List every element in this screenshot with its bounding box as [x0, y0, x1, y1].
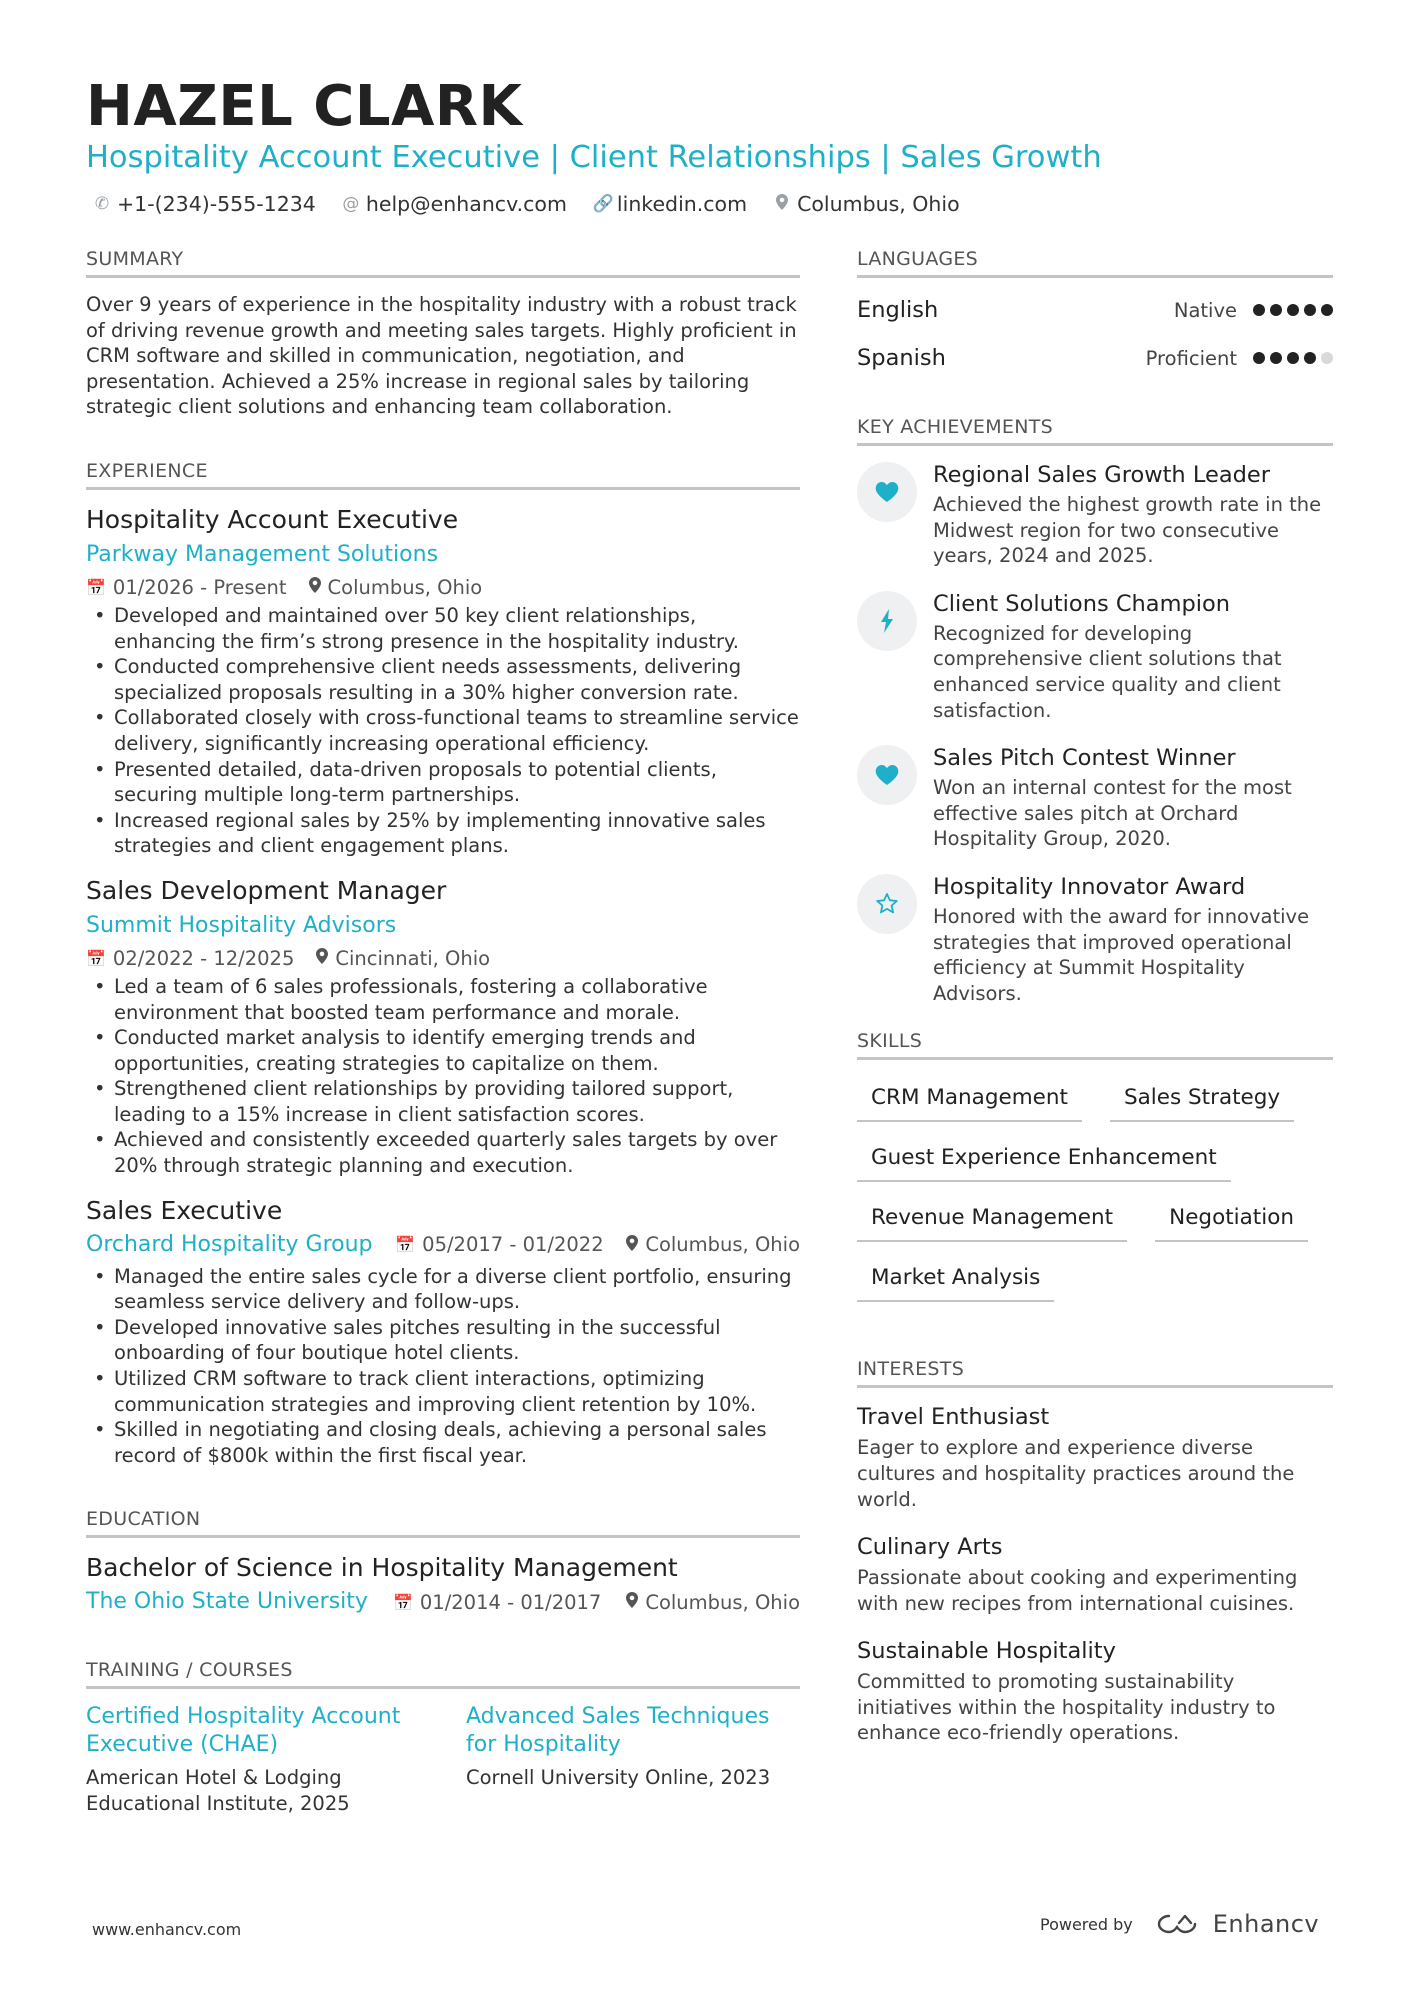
company-name: Parkway Management Solutions	[86, 541, 439, 567]
left-column	[86, 248, 800, 1817]
language-name: Spanish	[857, 345, 946, 371]
list-item: • Managed the entire sales cycle for a diverse client portfolio, ensuring seamless service delivery and follow-ups.	[86, 1264, 800, 1315]
job-dates: 05/2017 - 01/2022	[422, 1233, 604, 1257]
achievements-section	[857, 416, 1333, 1006]
job-location: Columbus, Ohio	[327, 575, 483, 599]
rating-dot-filled	[1304, 304, 1316, 316]
skill-tag: Revenue Management	[857, 1196, 1127, 1242]
job-meta	[86, 1230, 800, 1260]
job-location: Columbus, Ohio	[645, 1233, 800, 1257]
candidate-name: HAZEL CLARK	[86, 74, 523, 139]
calendar-icon: 📅	[395, 1235, 416, 1255]
list-item: • Led a team of 6 sales professionals, fostering a collaborative environment that boosted team performance and morale.	[86, 974, 800, 1025]
skill-tag: CRM Management	[857, 1076, 1082, 1122]
courses-list	[86, 1703, 800, 1817]
language-rating	[1253, 352, 1333, 364]
achievement-title: Client Solutions Champion	[933, 590, 1231, 617]
right-column	[857, 248, 1333, 1766]
education-dates: 01/2014 - 01/2017	[419, 1590, 602, 1614]
achievement-item	[857, 872, 1333, 1006]
enhancv-logo-icon	[1157, 1913, 1203, 1935]
education-meta	[86, 1587, 800, 1617]
skills-list	[857, 1076, 1333, 1302]
rating-dot-filled	[1253, 352, 1265, 364]
skill-tag: Guest Experience Enhancement	[857, 1136, 1231, 1182]
summary-section	[86, 248, 800, 420]
achievement-item	[857, 589, 1333, 723]
list-item: • Achieved and consistently exceeded quarterly sales targets by over 20% through strategic planning and execution.	[86, 1127, 800, 1178]
job-meta	[86, 947, 800, 970]
job-meta	[86, 576, 800, 599]
rating-dot-filled	[1270, 352, 1282, 364]
list-item: • Collaborated closely with cross-functional teams to streamline service delivery, significantly increasing operational efficiency.	[86, 705, 800, 756]
job-dates: 02/2022 - 12/2025	[112, 946, 295, 970]
education-section	[86, 1508, 800, 1617]
achievement-item	[857, 460, 1333, 569]
list-item: • Developed innovative sales pitches resulting in the successful onboarding of four boutique hotel clients.	[86, 1315, 800, 1366]
section-title: KEY ACHIEVEMENTS	[857, 416, 1333, 446]
contact-email[interactable]: @ help@enhancv.com	[342, 192, 567, 216]
rating-dot-filled	[1304, 352, 1316, 364]
achievement-desc: Won an internal contest for the most effective sales pitch at Orchard Hospitality Group, 2020.	[933, 776, 1292, 851]
language-row	[857, 334, 1333, 382]
skill-tag: Negotiation	[1155, 1196, 1308, 1242]
list-item: • Conducted market analysis to identify emerging trends and opportunities, creating strategies to capitalize on them.	[86, 1025, 800, 1076]
course-item	[466, 1703, 800, 1817]
footer-website[interactable]: www.enhancv.com	[92, 1920, 242, 1939]
achievement-desc: Achieved the highest growth rate in the Midwest region for two consecutive years, 2024 and 2025.	[933, 493, 1322, 568]
calendar-icon: 📅	[86, 948, 106, 968]
section-title: LANGUAGES	[857, 248, 1333, 278]
list-item: • Utilized CRM software to track client interactions, optimizing communication strategies and improving client retention by 10%.	[86, 1366, 800, 1417]
location-pin-icon	[309, 577, 321, 597]
rating-dot-filled	[1287, 352, 1299, 364]
headline: Hospitality Account Executive | Client Relationships | Sales Growth	[86, 140, 1102, 175]
achievement-item	[857, 743, 1333, 852]
job-location: Cincinnati, Ohio	[335, 946, 491, 970]
interests-section	[857, 1358, 1333, 1746]
course-org: Cornell University Online, 2023	[466, 1766, 771, 1790]
course-org: American Hotel & Lodging Educational Institute, 2025	[86, 1766, 350, 1816]
location-pin-icon	[316, 948, 328, 968]
rating-dot-filled	[1287, 304, 1299, 316]
job-title: Hospitality Account Executive	[86, 504, 459, 534]
section-title: EXPERIENCE	[86, 460, 800, 490]
interest-title: Travel Enthusiast	[857, 1404, 1050, 1431]
language-level: Native	[1173, 298, 1237, 322]
job-entry	[86, 504, 800, 859]
language-name: English	[857, 297, 939, 323]
contact-phone[interactable]: ✆ +1-(234)-555-1234	[94, 192, 316, 216]
summary-text: Over 9 years of experience in the hospitality industry with a robust track of driving revenue growth and meeting sales targets. Highly proficient in CRM software and skilled in communication, negotiation, and presentation. Achieved a 25% increase in regional sales by tailoring strategic client solutions and enhancing team collaboration.	[86, 293, 797, 419]
languages-section	[857, 248, 1333, 382]
company-name: Summit Hospitality Advisors	[86, 912, 397, 938]
job-title: Sales Executive	[86, 1195, 283, 1225]
list-item: • Strengthened client relationships by providing tailored support, leading to a 15% increase in client satisfaction scores.	[86, 1076, 800, 1127]
list-item: • Presented detailed, data-driven proposals to potential clients, securing multiple long-term partnerships.	[86, 757, 800, 808]
location-pin-icon	[626, 1235, 638, 1255]
language-level: Proficient	[1145, 346, 1237, 370]
interest-desc: Passionate about cooking and experimenting with new recipes from international cuisines.	[857, 1566, 1298, 1615]
achievement-title: Sales Pitch Contest Winner	[933, 745, 1236, 772]
skill-tag: Sales Strategy	[1110, 1076, 1294, 1122]
at-icon: @	[342, 194, 360, 214]
calendar-icon: 📅	[86, 577, 106, 597]
list-item: • Conducted comprehensive client needs assessments, delivering specialized proposals resulting in a 30% higher conversion rate.	[86, 654, 800, 705]
job-dates: 01/2026 - Present	[112, 575, 287, 599]
interest-title: Sustainable Hospitality	[857, 1638, 1116, 1665]
lightning-icon	[857, 591, 917, 651]
list-item: • Skilled in negotiating and closing deals, achieving a personal sales record of $800k within the first fiscal year.	[86, 1417, 800, 1468]
rating-dot-filled	[1321, 304, 1333, 316]
rating-dot-filled	[1253, 304, 1265, 316]
interest-title: Culinary Arts	[857, 1534, 1003, 1561]
link-icon: 🔗	[592, 194, 615, 214]
brand-name: Enhancv	[1212, 1910, 1320, 1938]
phone-icon: ✆	[94, 194, 110, 214]
language-rating	[1253, 304, 1333, 316]
language-row	[857, 286, 1333, 334]
job-bullets	[86, 1264, 800, 1469]
job-bullets	[86, 974, 800, 1179]
section-title: EDUCATION	[86, 1508, 800, 1538]
list-item: • Increased regional sales by 25% by implementing innovative sales strategies and client engagement plans.	[86, 808, 800, 859]
interest-desc: Committed to promoting sustainability initiatives within the hospitality industry to enhance eco-friendly operations.	[857, 1670, 1276, 1745]
heart-icon	[857, 462, 917, 522]
interest-item	[857, 1532, 1333, 1616]
skills-section	[857, 1030, 1333, 1302]
contact-linkedin[interactable]: 🔗 linkedin.com	[592, 192, 748, 216]
experience-section	[86, 460, 800, 1468]
degree-title: Bachelor of Science in Hospitality Management	[86, 1553, 678, 1583]
section-title: INTERESTS	[857, 1358, 1333, 1388]
location-pin-icon	[773, 194, 791, 215]
interest-item	[857, 1402, 1333, 1512]
job-bullets	[86, 603, 800, 859]
location-pin-icon	[626, 1592, 638, 1612]
course-title: Certified Hospitality Account Executive (CHAE)	[86, 1704, 401, 1758]
school-name: The Ohio State University	[86, 1589, 368, 1615]
contact-location: Columbus, Ohio	[773, 192, 960, 216]
rating-dot-empty	[1321, 352, 1333, 364]
section-title: SUMMARY	[86, 248, 800, 278]
achievement-title: Regional Sales Growth Leader	[933, 462, 1270, 488]
job-entry	[86, 875, 800, 1179]
achievement-desc: Honored with the award for innovative strategies that improved operational efficiency at Summit Hospitality Advisors.	[933, 904, 1310, 1005]
achievement-title: Hospitality Innovator Award	[933, 873, 1246, 900]
interest-item	[857, 1636, 1333, 1746]
list-item: • Developed and maintained over 50 key client relationships, enhancing the firm’s strong presence in the hospitality industry.	[86, 603, 800, 654]
heart-icon	[857, 745, 917, 805]
interest-desc: Eager to explore and experience diverse cultures and hospitality practices around the world.	[857, 1436, 1295, 1511]
company-name: Orchard Hospitality Group	[86, 1231, 373, 1257]
contact-bar	[93, 192, 960, 216]
course-title: Advanced Sales Techniques for Hospitality	[466, 1704, 770, 1758]
star-icon	[857, 874, 917, 934]
brand-logo[interactable]	[1157, 1910, 1319, 1938]
section-title: SKILLS	[857, 1030, 1333, 1060]
footer-branding	[1040, 1910, 1319, 1938]
job-title: Sales Development Manager	[86, 875, 447, 905]
rating-dot-filled	[1270, 304, 1282, 316]
skill-tag: Market Analysis	[857, 1256, 1054, 1302]
job-entry	[86, 1195, 800, 1469]
education-location: Columbus, Ohio	[645, 1590, 800, 1614]
achievement-desc: Recognized for developing comprehensive client solutions that enhanced service quality and client satisfaction.	[933, 621, 1282, 722]
section-title: TRAINING / COURSES	[86, 1659, 800, 1689]
powered-by-label: Powered by	[1040, 1914, 1133, 1934]
calendar-icon: 📅	[392, 1592, 413, 1612]
course-item	[86, 1703, 420, 1817]
training-section	[86, 1659, 800, 1817]
